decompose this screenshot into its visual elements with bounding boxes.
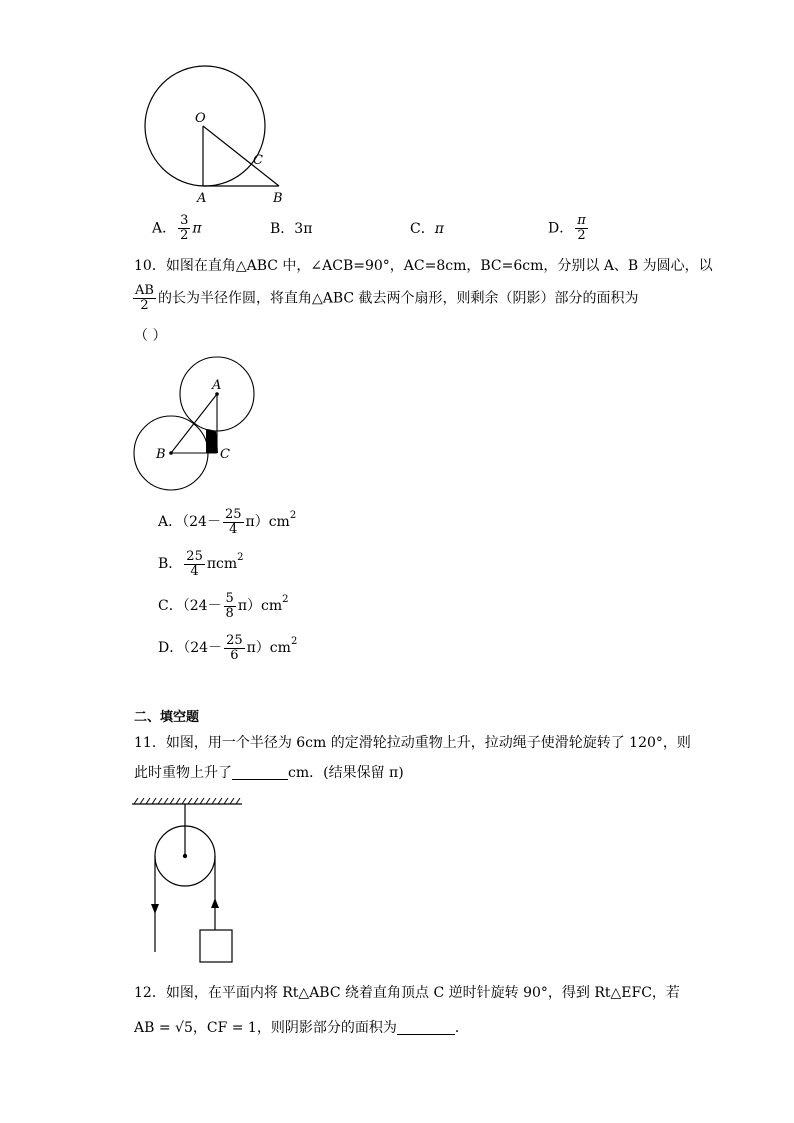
- q10-line2: $\frac{AB}{2}$ 的长为半径作圆，将直角△ABC 截去两个扇形，则剩余（阴影）部分的面积为: [135, 283, 639, 313]
- q9-option-c: C．π: [410, 221, 444, 237]
- section-title: 二、填空题: [134, 710, 200, 725]
- q10-option-b: B． $\frac{25}{4}$ πcm$^2$: [158, 548, 244, 579]
- q11-line2: 此时重物上升了 cm．(结果保留 π): [134, 765, 404, 781]
- q9-option-d: D． $\frac{\pi}{2}$: [548, 213, 586, 243]
- q10-option-d: D．（24－ $\frac{25}{6}$ $\pi)cm^2$: [158, 632, 298, 663]
- figure-q9: [135, 60, 295, 210]
- q10-line1: 10．如图在直角△ABC 中，∠ACB=90°，AC=8cm，BC=6cm，分别以 A、B 为圆心，以: [134, 258, 713, 274]
- q12-line2: AB = √5，CF = 1，则阴影部分的面积为 ．: [134, 1020, 469, 1036]
- label-o: O: [195, 111, 206, 126]
- figure-q11-pulley: [128, 794, 248, 969]
- q12-line1: 12．如图，在平面内将 Rt△ABC 绕着直角顶点 C 逆时针旋转 90°，得到 Rt△EFC，若: [134, 985, 680, 1001]
- q10-line3: （ ）: [134, 328, 167, 344]
- q12-answer-blank[interactable]: [397, 1020, 455, 1035]
- q11-line1: 11．如图，用一个半径为 6cm 的定滑轮拉动重物上升，拉动绳子使滑轮旋转了 120°，则: [134, 735, 691, 751]
- q10-option-c: C．（24－ $\frac{5}{8}$ $\pi)cm^2$: [158, 590, 289, 621]
- label-b: B: [273, 191, 283, 206]
- q10-option-a: A．（24－ $\frac{25}{4}$ $\pi)cm^2$: [158, 506, 297, 537]
- label-b: B: [156, 447, 166, 462]
- label-c: C: [220, 447, 230, 462]
- q9-option-a: A． $\frac{3}{2}$ π: [152, 213, 202, 243]
- figure-q10: [128, 352, 268, 497]
- q9-option-b: B．3π: [270, 221, 313, 237]
- label-c: C: [253, 153, 263, 168]
- q11-answer-blank[interactable]: [232, 765, 288, 780]
- label-a: A: [212, 378, 222, 393]
- label-a: A: [197, 191, 207, 206]
